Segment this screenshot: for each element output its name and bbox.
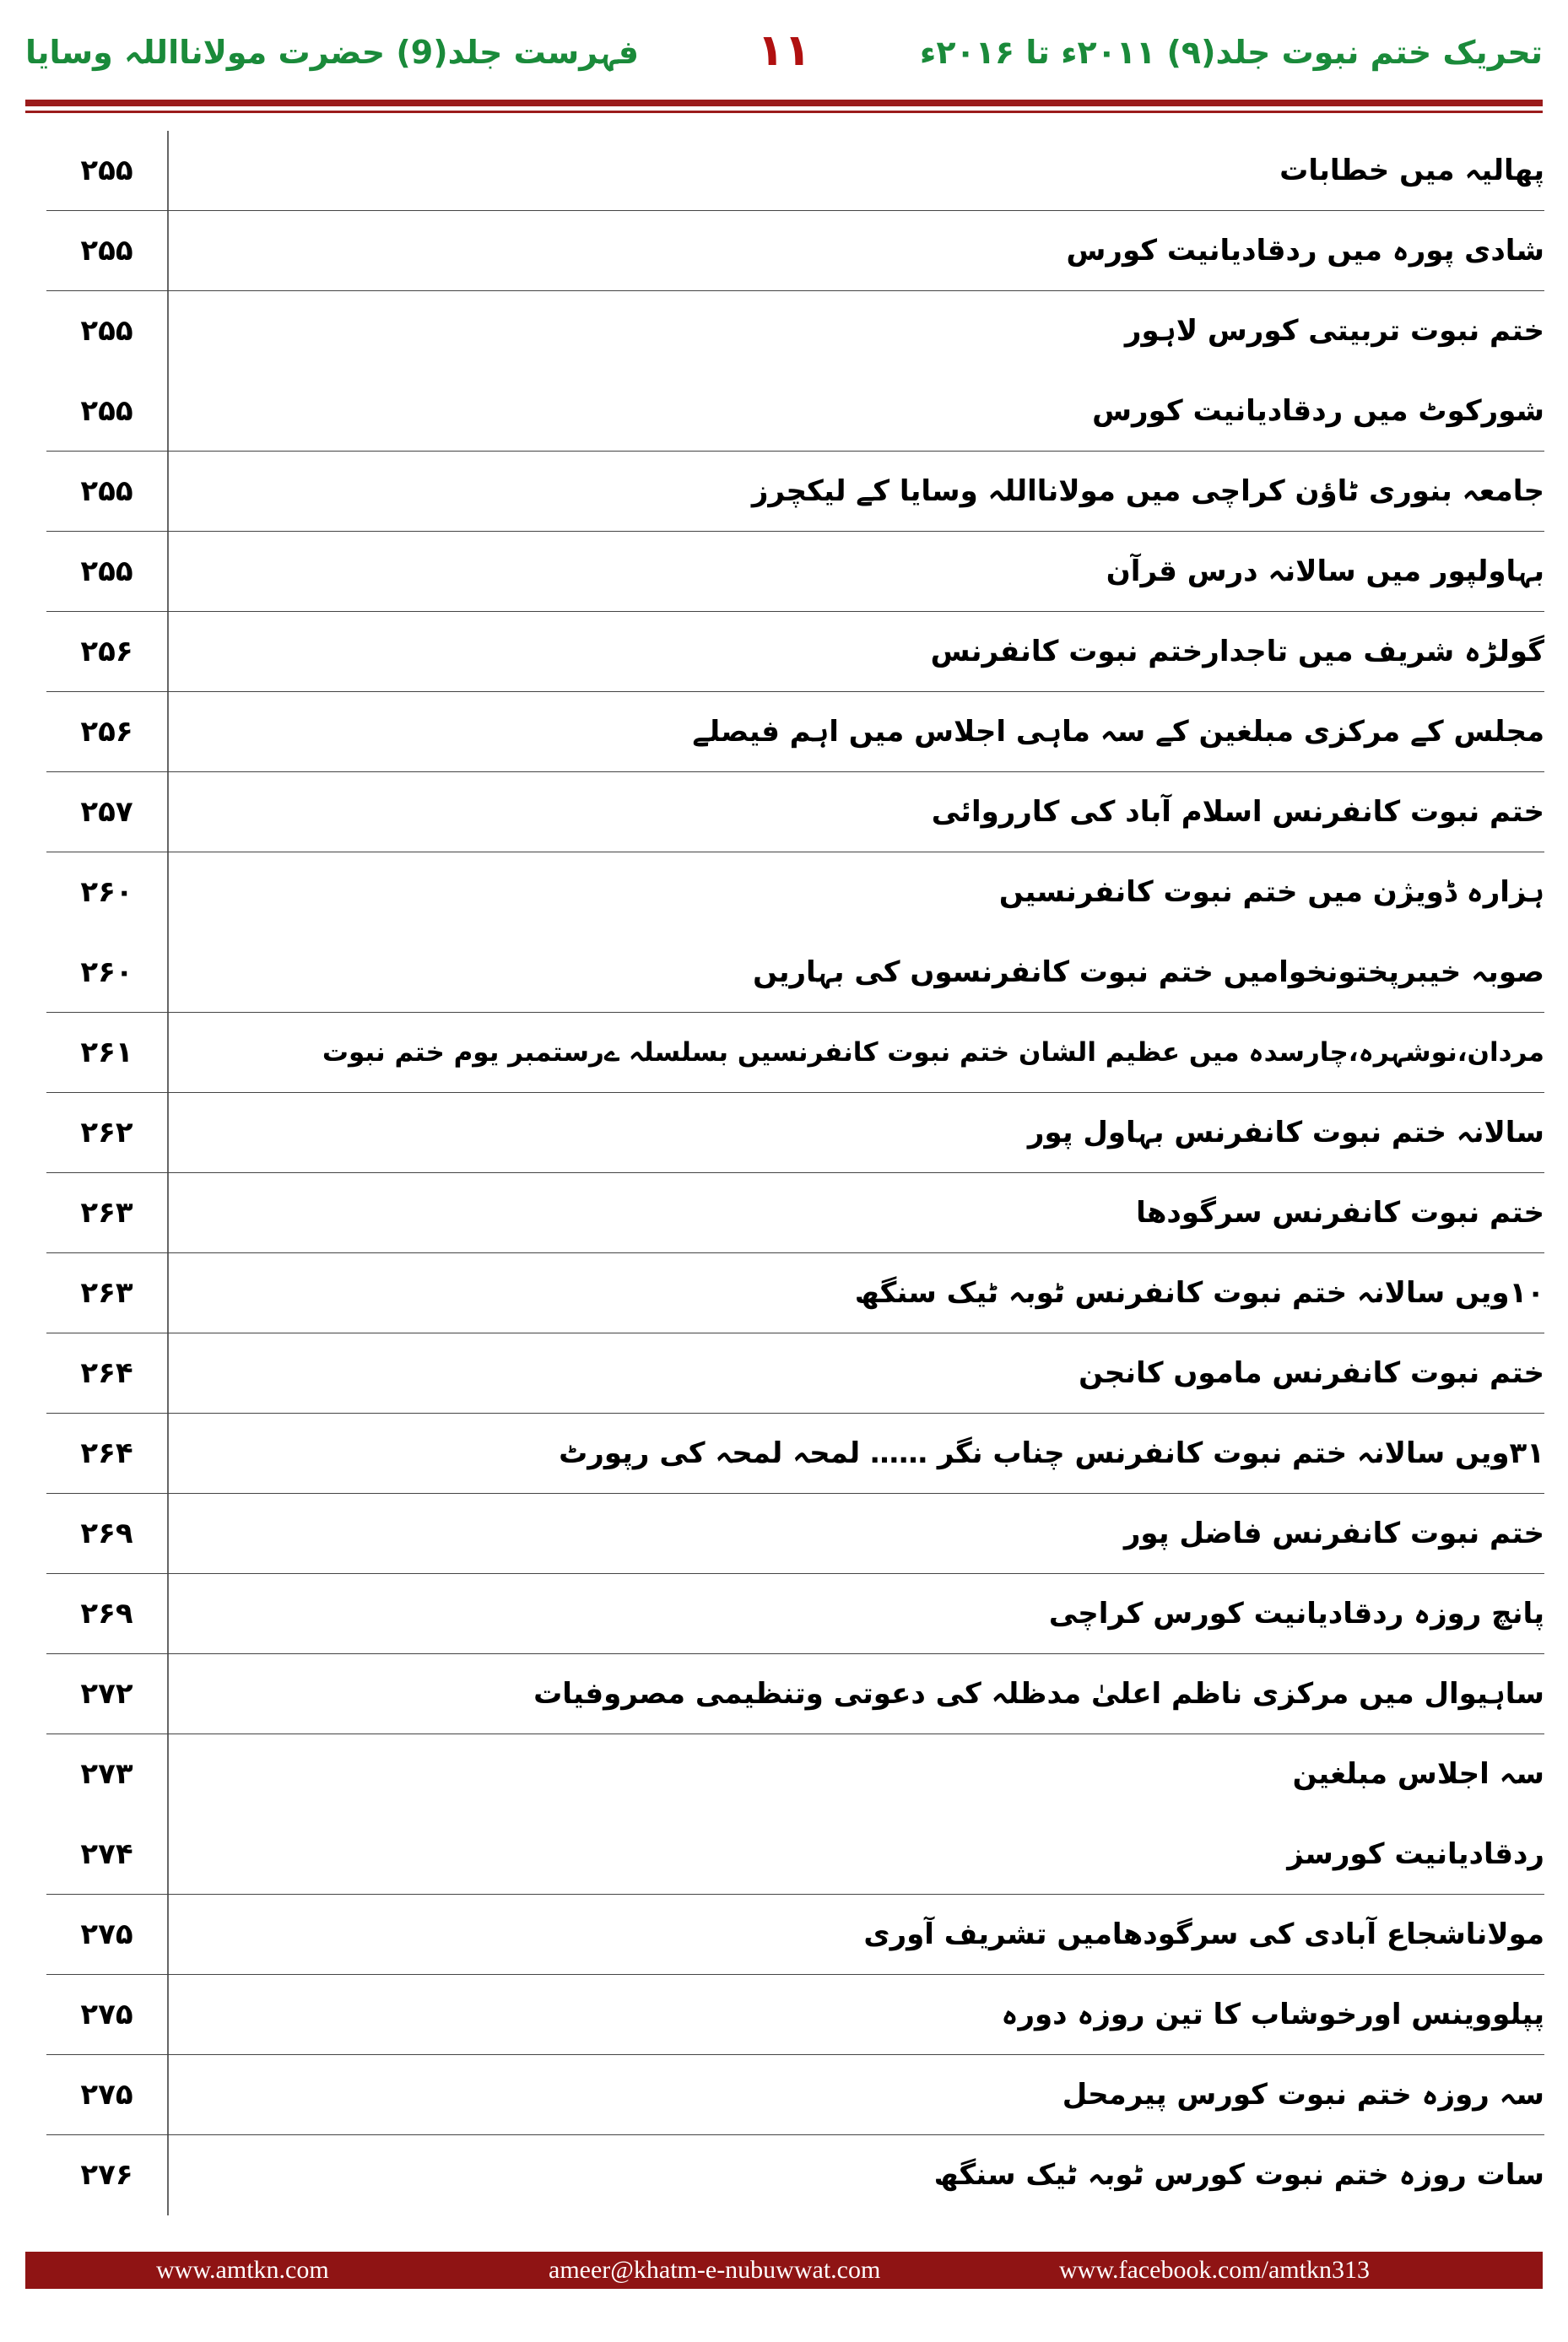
toc-title: مولاناشجاع آبادی کی سرگودھامیں تشریف آوری	[863, 1917, 1544, 1951]
toc-row	[46, 852, 1544, 933]
toc-row	[46, 371, 1544, 452]
toc-title: ختم نبوت کانفرنس اسلام آباد کی کارروائی	[931, 795, 1544, 829]
table-of-contents	[46, 131, 1544, 2215]
toc-title: بہاولپور میں سالانہ درس قرآن	[1106, 554, 1544, 588]
toc-title: ختم نبوت کانفرنس سرگودھا	[1136, 1196, 1544, 1230]
toc-title: سہ روزہ ختم نبوت کورس پیرمحل	[1062, 2078, 1544, 2112]
footer-facebook-link[interactable]: www.facebook.com/amtkn313	[1059, 2256, 1370, 2284]
header-volume-author: فہرست جلد(9) حضرت مولانااللہ وسایا	[25, 34, 640, 71]
toc-title: پھالیہ میں خطابات	[1279, 154, 1544, 187]
header-page-number: ۱۱	[757, 25, 811, 76]
toc-page-number: ۲۵۶	[80, 715, 133, 749]
header-book-title: تحریک ختم نبوت جلد(۹) ۲۰۱۱ء تا ۲۰۱۶ء	[919, 34, 1543, 71]
toc-page-number: ۲۶۴	[80, 1436, 133, 1470]
toc-title: ہزارہ ڈویژن میں ختم نبوت کانفرنسیں	[998, 875, 1544, 909]
toc-row	[46, 1734, 1544, 1815]
toc-row	[46, 1574, 1544, 1654]
toc-page-number: ۲۷۵	[80, 1998, 133, 2031]
toc-title: سہ اجلاس مبلغین	[1292, 1757, 1544, 1791]
toc-page-number: ۲۵۶	[80, 635, 133, 668]
toc-page-number: ۲۵۷	[80, 795, 133, 829]
toc-title: ختم نبوت تربیتی کورس لاہور	[1124, 314, 1544, 348]
toc-row	[46, 131, 1544, 211]
footer-website-link[interactable]: www.amtkn.com	[156, 2256, 329, 2284]
toc-title: صوبہ خیبرپختونخوامیں ختم نبوت کانفرنسوں کی بہاریں	[753, 955, 1544, 989]
toc-row	[46, 1013, 1544, 1093]
toc-row	[46, 532, 1544, 612]
toc-title: ساہیوال میں مرکزی ناظم اعلیٰ مدظلہ کی دعوتی وتنظیمی مصروفیات	[533, 1677, 1544, 1711]
toc-page-number: ۲۵۵	[80, 154, 133, 187]
toc-page-number: ۲۶۴	[80, 1356, 133, 1390]
toc-title: ختم نبوت کانفرنس فاضل پور	[1123, 1517, 1544, 1550]
toc-page-number: ۲۶۰	[80, 955, 133, 989]
page-header	[0, 0, 1568, 118]
toc-row	[46, 2055, 1544, 2135]
toc-page-number: ۲۶۱	[80, 1036, 133, 1069]
toc-row	[46, 612, 1544, 692]
toc-row	[46, 1975, 1544, 2055]
header-rule-thin	[25, 111, 1543, 113]
toc-title: مجلس کے مرکزی مبلغین کے سہ ماہی اجلاس میں اہم فیصلے	[692, 715, 1544, 749]
toc-title: شورکوٹ میں ردقادیانیت کورس	[1092, 394, 1544, 428]
toc-page-number: ۲۷۳	[80, 1757, 133, 1791]
toc-title: ردقادیانیت کورسز	[1287, 1837, 1544, 1871]
toc-row	[46, 1654, 1544, 1734]
toc-title: گولڑہ شریف میں تاجدارختم نبوت کانفرنس	[930, 635, 1544, 668]
toc-page-number: ۲۶۹	[80, 1517, 133, 1550]
toc-row	[46, 1494, 1544, 1574]
toc-row	[46, 2135, 1544, 2215]
toc-row	[46, 1414, 1544, 1494]
toc-page-number: ۲۶۳	[80, 1196, 133, 1230]
toc-page-number: ۲۶۳	[80, 1276, 133, 1310]
page-footer	[25, 2252, 1543, 2289]
toc-title: ختم نبوت کانفرنس ماموں کانجن	[1079, 1356, 1544, 1390]
toc-page-number: ۲۷۶	[80, 2158, 133, 2192]
toc-page-number: ۲۵۵	[80, 234, 133, 268]
toc-page-number: ۲۵۵	[80, 314, 133, 348]
toc-row	[46, 452, 1544, 532]
toc-page-number: ۲۵۵	[80, 474, 133, 508]
toc-title: ۱۰ویں سالانہ ختم نبوت کانفرنس ٹوبہ ٹیک سنگھ	[854, 1276, 1544, 1310]
toc-page-number: ۲۵۵	[80, 554, 133, 588]
toc-row	[46, 291, 1544, 371]
toc-row	[46, 1173, 1544, 1253]
header-rule-thick	[25, 100, 1543, 106]
toc-page-number: ۲۷۵	[80, 1917, 133, 1951]
toc-page-number: ۲۶۲	[80, 1116, 133, 1149]
toc-title: ۳۱ویں سالانہ ختم نبوت کانفرنس چناب نگر …… لمحہ لمحہ کی رپورٹ	[559, 1436, 1544, 1470]
toc-title: مردان،نوشہرہ،چارسدہ میں عظیم الشان ختم نبوت کانفرنسیں بسلسلہ ےرستمبر یوم ختم نبوت	[322, 1037, 1544, 1068]
toc-row	[46, 211, 1544, 291]
toc-row	[46, 1895, 1544, 1975]
toc-page-number: ۲۶۹	[80, 1597, 133, 1631]
toc-row	[46, 1815, 1544, 1895]
toc-row	[46, 1333, 1544, 1414]
toc-row	[46, 692, 1544, 772]
toc-title: شادی پورہ میں ردقادیانیت کورس	[1066, 234, 1544, 268]
toc-row	[46, 772, 1544, 852]
toc-title: پانچ روزہ ردقادیانیت کورس کراچی	[1048, 1597, 1544, 1631]
footer-email-link[interactable]: ameer@khatm-e-nubuwwat.com	[549, 2256, 881, 2284]
toc-title: سالانہ ختم نبوت کانفرنس بہاول پور	[1027, 1116, 1544, 1149]
toc-title: جامعہ بنوری ٹاؤن کراچی میں مولانااللہ وسایا کے لیکچرز	[751, 474, 1544, 508]
toc-page-number: ۲۷۲	[80, 1677, 133, 1711]
toc-row	[46, 1093, 1544, 1173]
toc-title: پپلووینس اورخوشاب کا تین روزہ دورہ	[1001, 1998, 1544, 2031]
toc-row	[46, 933, 1544, 1013]
toc-page-number: ۲۶۰	[80, 875, 133, 909]
toc-page-number: ۲۵۵	[80, 394, 133, 428]
toc-row	[46, 1253, 1544, 1333]
toc-title: سات روزہ ختم نبوت کورس ٹوبہ ٹیک سنگھ	[933, 2158, 1544, 2192]
toc-page-number: ۲۷۵	[80, 2078, 133, 2112]
toc-page-number: ۲۷۴	[80, 1837, 133, 1871]
